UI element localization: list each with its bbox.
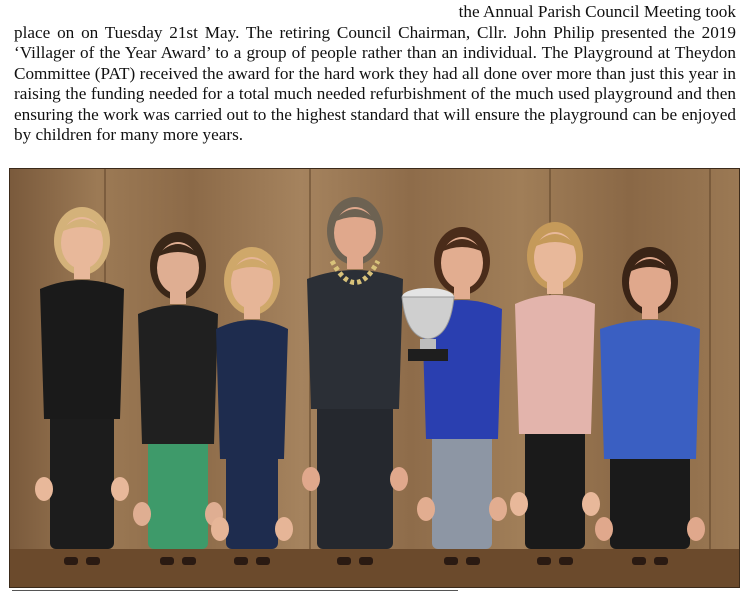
person-3	[211, 247, 293, 565]
bottom-rule	[12, 590, 458, 591]
group-photo-illustration	[10, 169, 739, 587]
trophy-cup	[402, 288, 454, 361]
article-text	[14, 2, 736, 146]
person-4	[302, 197, 408, 565]
article-first-line: the Annual Parish Council Meeting took	[458, 2, 736, 21]
person-2	[133, 232, 223, 565]
person-7	[595, 247, 705, 565]
person-1	[35, 207, 129, 565]
person-6	[510, 222, 600, 565]
article-body: place on on Tuesday 21st May. The retiring Council Chairman, Cllr. John Philip presented the 2019 ‘Villager of the Year Award’ to a group of people rather than an individual. The Playground at Theydon Committee (PAT) received the award for the hard work they had all done over more than just this year in raising the funding needed for a total much needed refurbishment of the much used playground and then ensuring the work was carried out to the highest standard that will ensure the playground can be enjoyed by children for many more years.	[14, 22, 736, 144]
person-5	[417, 227, 507, 565]
group-photo	[9, 168, 740, 588]
